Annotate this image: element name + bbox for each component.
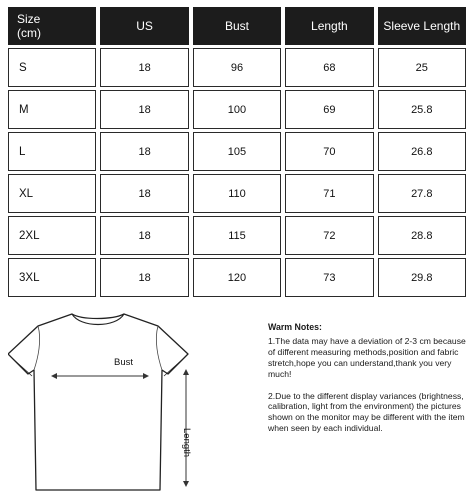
note-deviation: 1.The data may have a deviation of 2-3 cm because of different measuring methods,position and fabric stretch,hope you can understand,thank you very much! (268, 335, 466, 379)
cell-bust: 115 (193, 216, 281, 255)
cell-length: 70 (285, 132, 373, 171)
warm-notes (268, 322, 473, 445)
cell-sleeve-length: 26.8 (378, 132, 466, 171)
cell-bust: 105 (193, 132, 281, 171)
cell-sleeve-length: 28.8 (378, 216, 466, 255)
cell-length: 71 (285, 174, 373, 213)
cell-size: S (8, 48, 96, 87)
cell-size: 2XL (8, 216, 96, 255)
cell-bust: 100 (193, 90, 281, 129)
size-chart-table (4, 4, 470, 300)
table-row (8, 132, 466, 171)
length-label: Length (181, 428, 192, 458)
cell-length: 68 (285, 48, 373, 87)
header-sleeve-length: Sleeve Length (378, 7, 466, 45)
cell-length: 73 (285, 258, 373, 297)
header-size-cm (8, 7, 96, 45)
bust-label: Bust (114, 357, 134, 368)
cell-us: 18 (100, 48, 188, 87)
cell-sleeve-length: 25.8 (378, 90, 466, 129)
cell-sleeve-length: 29.8 (378, 258, 466, 297)
table-row (8, 90, 466, 129)
cell-length: 72 (285, 216, 373, 255)
cell-length: 69 (285, 90, 373, 129)
cell-bust: 110 (193, 174, 281, 213)
note-display-variance: 2.Due to the different display variances (brightness, calibration, light from the environment) the pictures shown on the monitor may be different with the item when seen by each individual. (268, 390, 465, 434)
cell-size: M (8, 90, 96, 129)
header-us: US (100, 7, 188, 45)
cell-size: XL (8, 174, 96, 213)
table-header-row (8, 7, 466, 45)
header-bust: Bust (193, 7, 281, 45)
tshirt-outline-icon (8, 300, 258, 496)
cell-us: 18 (100, 174, 188, 213)
cell-us: 18 (100, 216, 188, 255)
cell-size: L (8, 132, 96, 171)
cell-us: 18 (100, 90, 188, 129)
table-row (8, 216, 466, 255)
cell-us: 18 (100, 132, 188, 171)
tshirt-diagram (8, 300, 258, 496)
header-length: Length (285, 7, 373, 45)
notes-title: Warm Notes: (268, 322, 322, 332)
table-row (8, 258, 466, 297)
cell-sleeve-length: 25 (378, 48, 466, 87)
table-row (8, 48, 466, 87)
table-row (8, 174, 466, 213)
header-size-label: Size (cm) (17, 12, 41, 40)
cell-sleeve-length: 27.8 (378, 174, 466, 213)
cell-us: 18 (100, 258, 188, 297)
cell-bust: 120 (193, 258, 281, 297)
cell-size: 3XL (8, 258, 96, 297)
cell-bust: 96 (193, 48, 281, 87)
